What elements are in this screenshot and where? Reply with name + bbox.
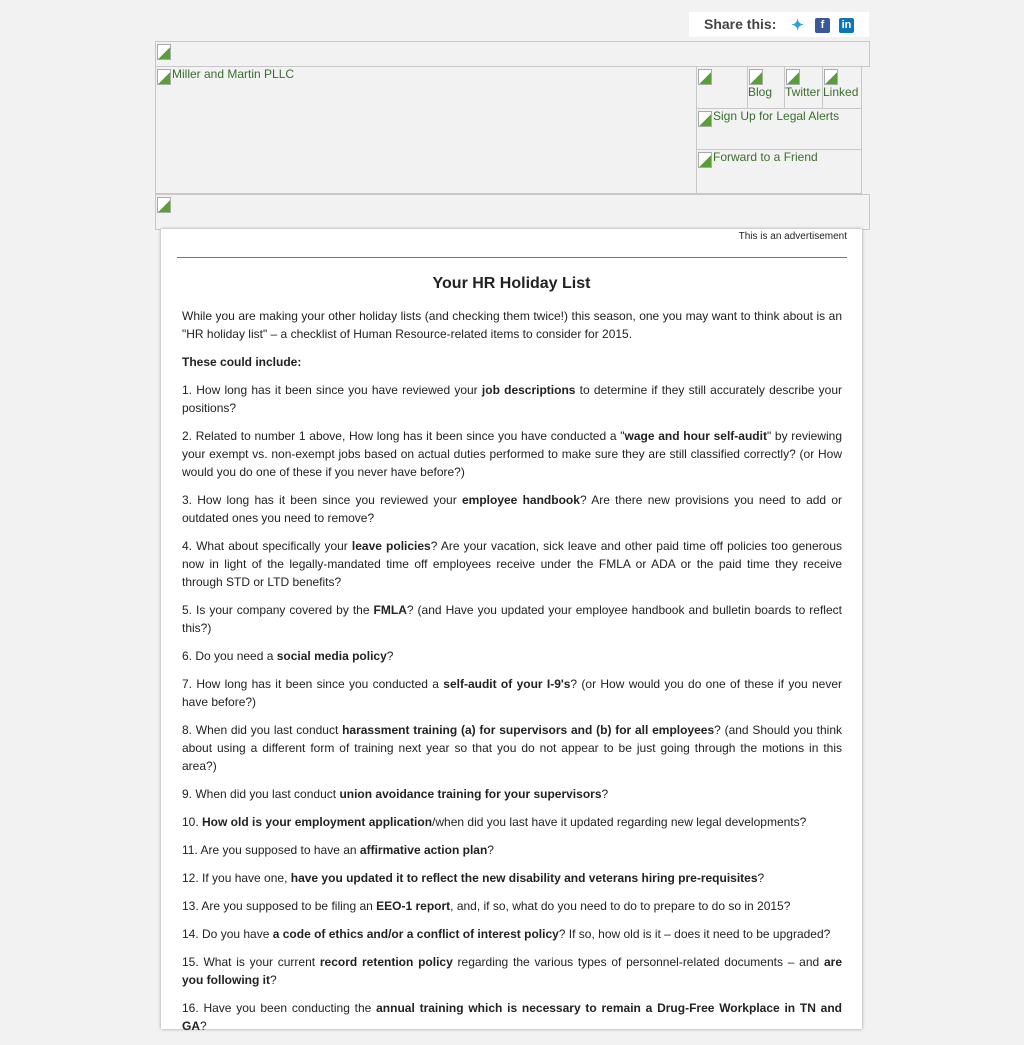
broken-image-icon — [824, 69, 838, 85]
bold-text: are you following it — [182, 955, 842, 987]
article-paragraph — [182, 721, 842, 775]
forward-cell[interactable] — [696, 149, 862, 194]
text: , and, if so, what do you need to do to prepare to do so in 2015? — [450, 899, 791, 913]
text: 12. If you have one, — [182, 871, 291, 885]
article-paragraph — [182, 307, 842, 343]
text: 6. Do you need a — [182, 649, 277, 663]
bold-text: How old is your employment application — [202, 815, 433, 829]
bold-text: job descriptions — [481, 383, 576, 397]
text: ? — [757, 871, 765, 885]
article-paragraph — [182, 925, 842, 943]
broken-image-icon — [157, 44, 171, 60]
article-paragraph — [182, 785, 842, 803]
text: ? (and Have you updated your employee handbook and bulletin boards to reflect this?) — [182, 603, 842, 635]
facebook-icon[interactable]: f — [815, 18, 830, 33]
text: 14. Do you have — [182, 927, 273, 941]
bold-text: a code of ethics and/or a conflict of interest policy — [272, 927, 559, 941]
text: to determine if they still accurately describe your positions? — [182, 383, 842, 415]
bold-text: employee handbook — [461, 493, 580, 507]
text: " by reviewing your exempt vs. non-exempt jobs based on actual duties performed to make sure they are still classified correctly? (or How would you do one of these if you never have before?) — [182, 429, 842, 479]
text: While you are making your other holiday lists (and checking them twice!) this season, one you may want to think about is an "HR holiday list" – a checklist of Human Resource-related items to consider for 2015. — [182, 309, 842, 341]
bold-text: These could include: — [182, 355, 302, 369]
linkedin-icon[interactable]: in — [839, 18, 854, 33]
text: ? — [269, 973, 277, 987]
text: ? Are there new provisions you need to add or outdated ones you need to remove? — [182, 493, 843, 525]
text: 2. Related to number 1 above, How long has it been since you have conducted a " — [182, 429, 625, 443]
broken-image-icon — [749, 69, 763, 85]
bold-text: leave policies — [351, 539, 431, 553]
text: 1. How long has it been since you have reviewed your — [182, 383, 482, 397]
top-banner — [155, 41, 870, 67]
linkedin-link[interactable]: Linked — [823, 85, 859, 99]
twitter-icon[interactable]: ✦ — [791, 17, 804, 34]
text: 5. Is your company covered by the — [182, 603, 374, 617]
bold-text: record retention policy — [319, 955, 453, 969]
article-paragraph — [182, 675, 842, 711]
text: ? (and Should you think about using a different form of training next year so that you do not appear to be just going through the motions in this area?) — [182, 723, 842, 773]
broken-image-icon — [786, 69, 800, 85]
article-paragraph — [182, 647, 842, 665]
text: 11. Are you supposed to have an — [182, 843, 360, 857]
article-paragraph — [182, 999, 842, 1035]
ad-notice: This is an advertisement — [738, 231, 847, 242]
text: 4. What about specifically your — [182, 539, 352, 553]
text: ? — [487, 843, 494, 857]
text: 8. When did you last conduct — [182, 723, 343, 737]
broken-image-icon — [157, 197, 171, 213]
text: 16. Have you been conducting the — [182, 1001, 377, 1015]
bold-text: harassment training (a) for supervisors and (b) for all employees — [342, 723, 715, 737]
text: ? — [601, 787, 609, 801]
bold-text: have you updated it to reflect the new disability and veterans hiring pre-requisites — [290, 871, 758, 885]
article-paragraph — [182, 869, 842, 887]
social-cell-linkedin[interactable] — [822, 66, 862, 109]
text: 10. — [182, 815, 203, 829]
broken-image-icon — [698, 69, 712, 85]
bold-text: annual training which is necessary to remain a Drug-Free Workplace in TN and GA — [182, 1001, 842, 1033]
text: 15. What is your current — [182, 955, 320, 969]
article-paragraph — [182, 381, 842, 417]
broken-image-icon — [698, 111, 712, 127]
bold-text: social media policy — [276, 649, 387, 663]
blog-link[interactable]: Blog — [748, 85, 773, 99]
logo-cell[interactable] — [155, 66, 697, 194]
text: ? Are your vacation, sick leave and other paid time off policies too generous now in light of the legally-mandated time off employees receive under the FMLA or ADA or the paid time they receive through STD or LTD benefits? — [182, 539, 843, 589]
article-paragraph — [182, 491, 842, 527]
social-cell-twitter[interactable] — [784, 66, 823, 109]
logo-link[interactable]: Miller and Martin PLLC — [172, 67, 295, 81]
signup-link[interactable]: Sign Up for Legal Alerts — [713, 109, 840, 123]
twitter-link[interactable]: Twitter — [785, 85, 821, 99]
article-body — [182, 307, 842, 1045]
text: /when did you last have it updated regarding new legal developments? — [432, 815, 807, 829]
text: ? If so, how old is it – does it need to be upgraded? — [558, 927, 831, 941]
share-bar — [689, 12, 869, 37]
article-paragraph — [182, 353, 842, 371]
social-cell-home[interactable] — [696, 66, 748, 109]
text: ? — [200, 1019, 207, 1033]
article-paragraph — [182, 813, 842, 831]
broken-image-icon — [698, 152, 712, 168]
article-paragraph — [182, 897, 842, 915]
divider — [177, 257, 847, 258]
text: ? (or How would you do one of these if you never have before?) — [182, 677, 842, 709]
broken-image-icon — [157, 69, 171, 85]
text: 9. When did you last conduct — [182, 787, 340, 801]
share-label: Share this: — [704, 16, 777, 32]
bold-text: EEO-1 report — [376, 899, 451, 913]
article-paragraph — [182, 537, 842, 591]
forward-link[interactable]: Forward to a Friend — [713, 150, 818, 164]
article-paragraph — [182, 841, 842, 859]
text: 3. How long has it been since you reviewed your — [182, 493, 462, 507]
social-cell-blog[interactable] — [747, 66, 785, 109]
signup-cell[interactable] — [696, 108, 862, 150]
text: 7. How long has it been since you conducted a — [182, 677, 444, 691]
article-title: Your HR Holiday List — [432, 275, 591, 292]
text: 13. Are you supposed to be filing an — [182, 899, 377, 913]
text: regarding the various types of personnel-related documents – and — [452, 955, 824, 969]
article-paragraph — [182, 427, 842, 481]
bold-text: affirmative action plan — [359, 843, 488, 857]
bold-text: FMLA — [373, 603, 407, 617]
bold-text: self-audit of your I-9's — [443, 677, 571, 691]
content-panel — [161, 229, 862, 1033]
bottom-banner — [155, 194, 870, 230]
bold-text: wage and hour self-audit — [624, 429, 767, 443]
bold-text: union avoidance training for your supervisors — [339, 787, 602, 801]
article-paragraph — [182, 601, 842, 637]
text: ? — [386, 649, 394, 663]
article-paragraph — [182, 953, 842, 989]
